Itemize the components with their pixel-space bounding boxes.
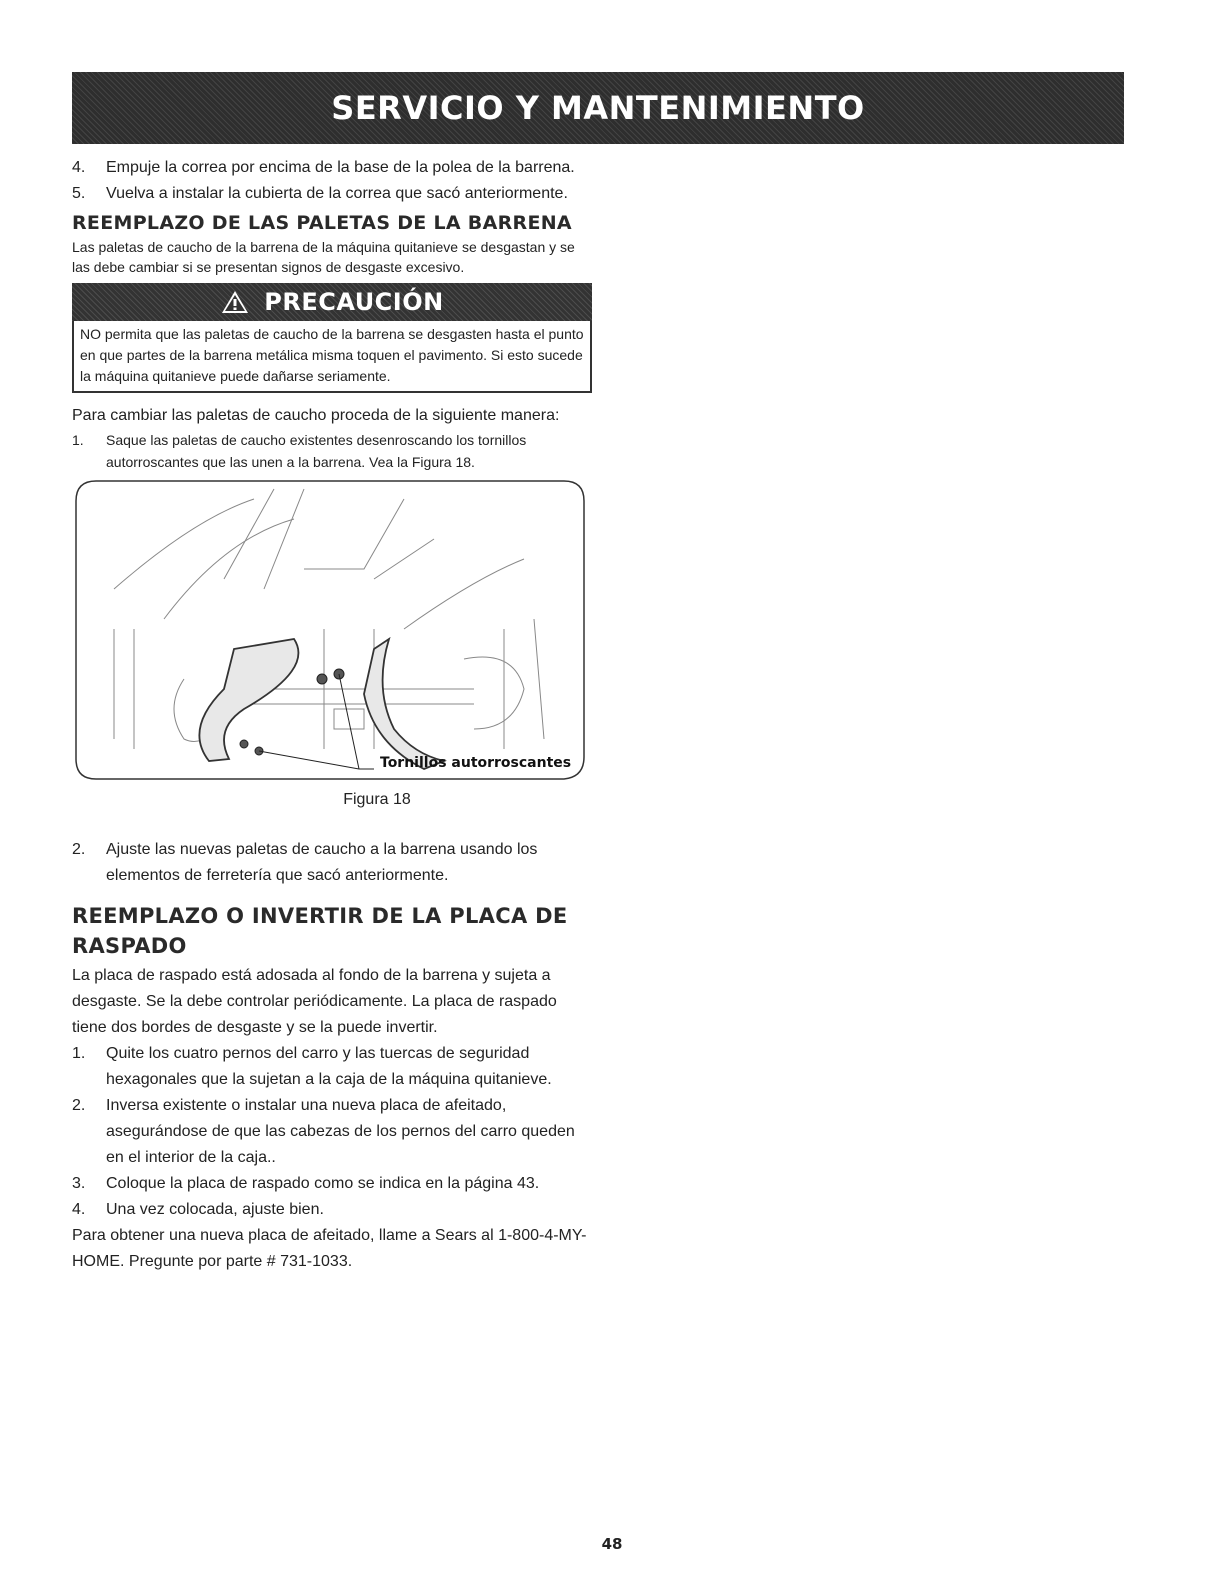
list-item: 2. Inversa existente o instalar una nueva placa de afeitado, asegurándose de que las cabezas de los pernos del carro queden en el interior de la caja.. xyxy=(72,1097,575,1166)
figure-18 xyxy=(74,479,586,785)
closing-paragraph: Para obtener una nueva placa de afeitado, llame a Sears al 1-800-4-MY-HOME. Pregunte por parte # 731-1033. xyxy=(72,1227,587,1270)
placa-paragraph: La placa de raspado está adosada al fondo de la barrena y sujeta a desgaste. Se la debe controlar periódicamente. La placa de raspado tiene dos bordes de desgaste y se la puede invertir. xyxy=(72,967,557,1036)
caution-text: NO permita que las paletas de caucho de la barrena se desgasten hasta el punto en que partes de la barrena metálica misma toquen el pavimento. Si esto sucede la máquina quitanieve puede dañarse seriamente. xyxy=(72,321,592,393)
caution-title: PRECAUCIÓN xyxy=(264,288,444,316)
list-item: 3. Coloque la placa de raspado como se indica en la página 43. xyxy=(72,1175,540,1192)
section-banner xyxy=(72,72,1124,144)
caution-box xyxy=(72,283,592,393)
paletas-paragraph: Las paletas de caucho de la barrena de la máquina quitanieve se desgastan y se las debe cambiar si se presentan signos de desgaste excesivo. xyxy=(72,239,575,275)
list-item: 4. Una vez colocada, ajuste bien. xyxy=(72,1201,324,1218)
list-item: 5. Vuelva a instalar la cubierta de la correa que sacó anteriormente. xyxy=(72,185,568,202)
list-item: 2. Ajuste las nuevas paletas de caucho a la barrena usando los elementos de ferretería que sacó anteriormente. xyxy=(72,841,538,884)
warning-icon xyxy=(220,289,250,315)
page-title: SERVICIO Y MANTENIMIENTO xyxy=(331,89,865,127)
procedure-lead: Para cambiar las paletas de caucho proceda de la siguiente manera: xyxy=(72,407,560,424)
caution-header xyxy=(72,283,592,321)
figure-callout: Tornillos autorroscantes xyxy=(380,755,572,771)
list-item: 1. Quite los cuatro pernos del carro y las tuercas de seguridad hexagonales que la sujetan a la caja de la máquina quitanieve. xyxy=(72,1045,552,1088)
figure-caption: Figura 18 xyxy=(343,791,411,808)
list-item: 4. Empuje la correa por encima de la base de la polea de la barrena. xyxy=(72,159,575,176)
auger-paddle-illustration xyxy=(74,479,586,785)
content-column xyxy=(72,155,592,1275)
page-number: 48 xyxy=(601,1535,623,1553)
section-heading-placa: REEMPLAZO O INVERTIR DE LA PLACA DE RASPADO xyxy=(72,904,568,958)
section-heading-paletas: REEMPLAZO DE LAS PALETAS DE LA BARRENA xyxy=(72,212,572,234)
list-item: 1. Saque las paletas de caucho existentes desenroscando los tornillos autorroscantes que las unen a la barrena. Vea la Figura 18. xyxy=(72,432,527,470)
